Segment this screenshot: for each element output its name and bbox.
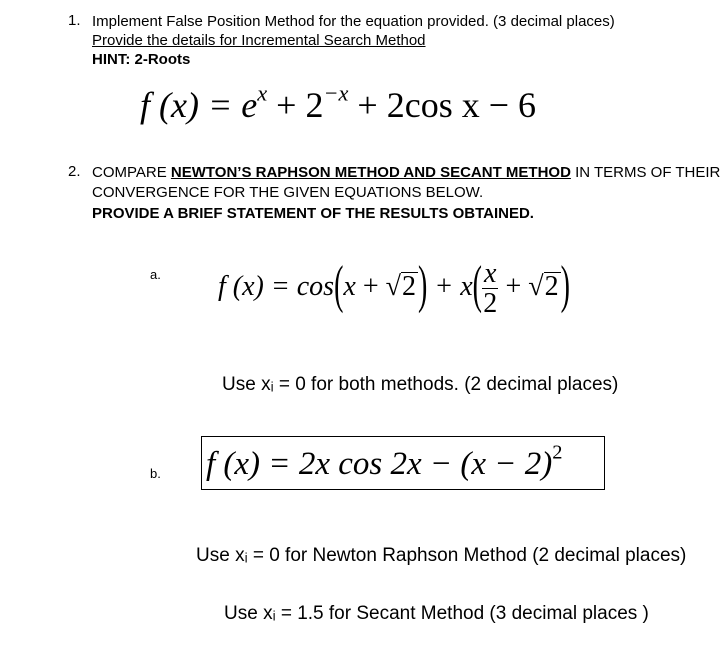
- q2-number: 2.: [68, 163, 81, 180]
- part-b-eq: f (x) = 2x cos 2x − (x − 2): [206, 446, 553, 482]
- q1-eq-exp2: −x: [323, 80, 349, 106]
- part-a-label: a.: [150, 267, 161, 282]
- q1-subtitle: Provide the details for Incremental Search Method: [92, 32, 426, 49]
- part-a-eq-plus: +: [355, 271, 386, 302]
- part-b-equation-box: [201, 436, 605, 490]
- q1-title: Implement False Position Method for the equation provided. (3 decimal places): [92, 13, 615, 30]
- q1-eq-lhs: f (x) = e: [140, 85, 258, 125]
- part-a-equation: f (x) = cos(x + √2) + x( $\frac{x}{2}$ + √2): [218, 256, 570, 320]
- part-a-eq-plus2: +: [498, 271, 529, 302]
- q2-line3: PROVIDE A BRIEF STATEMENT OF THE RESULTS OBTAINED.: [92, 205, 534, 222]
- part-a-note: Use xᵢ = 0 for both methods. (2 decimal places): [222, 374, 619, 395]
- q1-eq-exp1: x: [257, 80, 268, 106]
- q1-eq-rest: + 2cos x − 6: [348, 85, 537, 125]
- q1-hint: HINT: 2-Roots: [92, 51, 191, 68]
- part-a-eq-mid: + x: [427, 271, 473, 302]
- part-a-eq-lhs: f (x) = cos: [218, 271, 335, 302]
- q1-equation: [140, 80, 537, 126]
- q2-line1: [92, 163, 720, 183]
- part-a-fraction: $\frac{x}{2}$: [483, 257, 498, 320]
- part-a-eq-x: x: [343, 271, 356, 302]
- part-b-note2: Use xᵢ = 1.5 for Secant Method (3 decimal places ): [224, 603, 649, 624]
- part-a-sqrt2: √2: [528, 271, 559, 302]
- part-a-sqrt: √2: [385, 271, 417, 302]
- q1-number: 1.: [68, 12, 81, 29]
- q1-eq-plus1: + 2: [267, 85, 324, 125]
- part-b-note1: Use xᵢ = 0 for Newton Raphson Method (2 decimal places): [196, 545, 687, 566]
- q2-line1-suffix: IN TERMS OF THEIR: [570, 164, 720, 181]
- q2-line1-prefix: COMPARE: [92, 164, 171, 181]
- part-b-label: b.: [150, 466, 161, 481]
- part-b-eq-exp: 2: [552, 441, 563, 464]
- q2-line1-emphasis: NEWTON’S RAPHSON METHOD AND SECANT METHOD: [170, 164, 571, 181]
- q2-line2: CONVERGENCE FOR THE GIVEN EQUATIONS BELOW.: [92, 184, 484, 201]
